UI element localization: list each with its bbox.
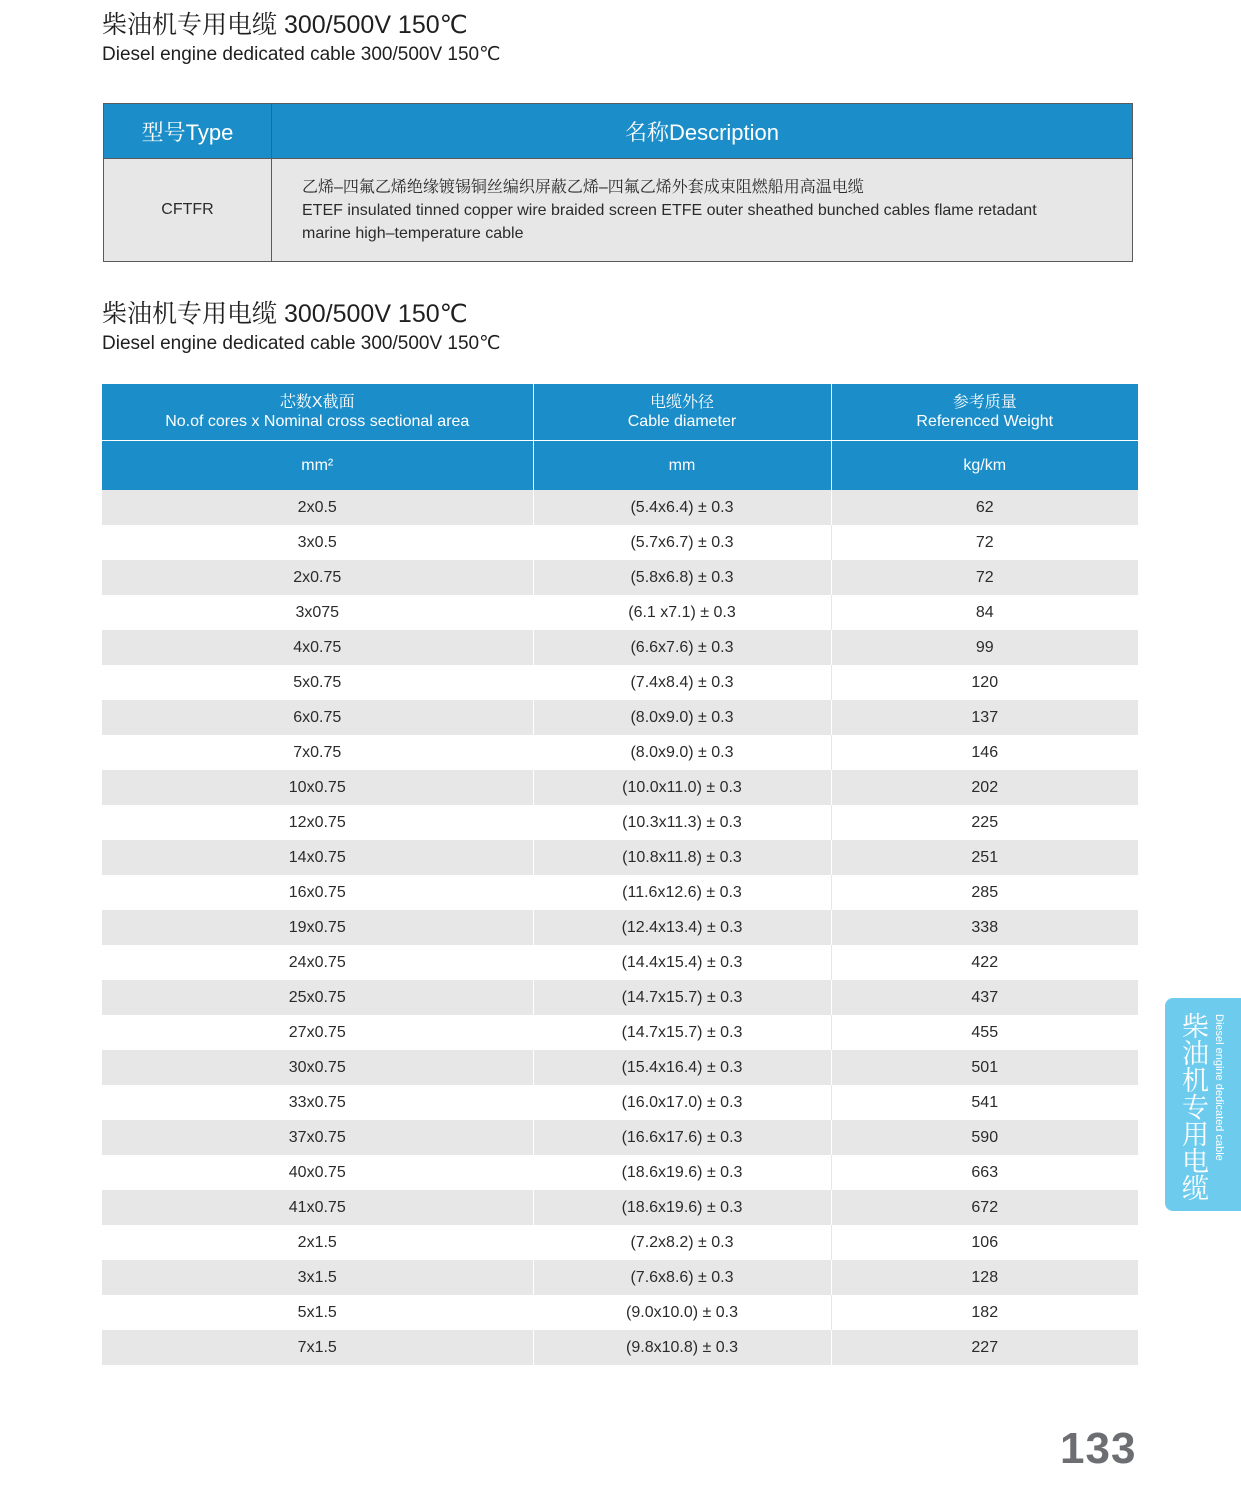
type-column-header: 型号Type [104,104,272,159]
diameter-cell: (14.7x15.7) ± 0.3 [533,1015,831,1050]
table-row [102,1330,1138,1365]
diameter-cell: (5.4x6.4) ± 0.3 [533,490,831,525]
cores-column-header [102,384,533,441]
table-row [102,490,1138,525]
table-row [102,735,1138,770]
type-value: CFTFR [104,159,272,262]
section-title-en: Diesel engine dedicated cable 300/500V 150℃ [102,44,501,65]
diameter-cell: (8.0x9.0) ± 0.3 [533,700,831,735]
side-tab-cn: 柴油机专用电缆 [1178,1012,1208,1201]
section-title-cn: 柴油机专用电缆 300/500V 150℃ [102,300,468,328]
cores-cell: 30x0.75 [102,1050,533,1085]
cores-header-en: No.of cores x Nominal cross sectional area [165,413,470,430]
weight-cell: 225 [831,805,1138,840]
diameter-header-en: Cable diameter [627,413,737,430]
weight-cell: 541 [831,1085,1138,1120]
weight-cell: 285 [831,875,1138,910]
table-row [102,560,1138,595]
weight-cell: 422 [831,945,1138,980]
table-row [102,1050,1138,1085]
table-row [102,1155,1138,1190]
cores-cell: 2x0.5 [102,490,533,525]
cores-header-cn: 芯数X截面 [279,394,355,411]
weight-cell: 182 [831,1295,1138,1330]
table-row [102,595,1138,630]
cores-cell: 4x0.75 [102,630,533,665]
table-row [102,1295,1138,1330]
weight-cell: 84 [831,595,1138,630]
cores-cell: 14x0.75 [102,840,533,875]
weight-cell: 437 [831,980,1138,1015]
table-row [102,665,1138,700]
cores-cell: 2x0.75 [102,560,533,595]
weight-cell: 120 [831,665,1138,700]
table-row [102,1225,1138,1260]
cores-cell: 6x0.75 [102,700,533,735]
table-row [102,1260,1138,1295]
diameter-cell: (5.7x6.7) ± 0.3 [533,525,831,560]
cores-cell: 10x0.75 [102,770,533,805]
table-row [102,840,1138,875]
diameter-cell: (6.1 x7.1) ± 0.3 [533,595,831,630]
description-cn: 乙烯–四氟乙烯绝缘镀锡铜丝编织屏蔽乙烯–四氟乙烯外套成束阻燃船用高温电缆 [302,178,864,196]
table-row [102,630,1138,665]
diameter-header-cn: 电缆外径 [649,394,714,411]
cores-cell: 7x1.5 [102,1330,533,1365]
weight-cell: 62 [831,490,1138,525]
diameter-cell: (7.6x8.6) ± 0.3 [533,1260,831,1295]
diameter-cell: (16.6x17.6) ± 0.3 [533,1120,831,1155]
diameter-unit: mm [533,441,831,491]
diameter-cell: (8.0x9.0) ± 0.3 [533,735,831,770]
side-tab-en: Diesel engine dedicated cable [1213,1014,1225,1161]
diameter-cell: (18.6x19.6) ± 0.3 [533,1190,831,1225]
cores-cell: 7x0.75 [102,735,533,770]
weight-cell: 227 [831,1330,1138,1365]
diameter-cell: (7.4x8.4) ± 0.3 [533,665,831,700]
table-row [102,770,1138,805]
cores-cell: 19x0.75 [102,910,533,945]
diameter-cell: (9.0x10.0) ± 0.3 [533,1295,831,1330]
table-row [102,1015,1138,1050]
cores-cell: 25x0.75 [102,980,533,1015]
cores-cell: 37x0.75 [102,1120,533,1155]
table-row [102,805,1138,840]
cores-cell: 3x1.5 [102,1260,533,1295]
cores-cell: 2x1.5 [102,1225,533,1260]
diameter-cell: (6.6x7.6) ± 0.3 [533,630,831,665]
spec-table-body [102,490,1138,1365]
diameter-cell: (11.6x12.6) ± 0.3 [533,875,831,910]
table-row [102,1190,1138,1225]
weight-cell: 338 [831,910,1138,945]
diameter-cell: (12.4x13.4) ± 0.3 [533,910,831,945]
type-table [103,103,1133,262]
weight-cell: 146 [831,735,1138,770]
cores-cell: 40x0.75 [102,1155,533,1190]
section-title-en: Diesel engine dedicated cable 300/500V 150℃ [102,333,501,354]
section-heading-2 [102,299,500,356]
diameter-cell: (9.8x10.8) ± 0.3 [533,1330,831,1365]
section-title-cn: 柴油机专用电缆 300/500V 150℃ [102,11,468,39]
diameter-cell: (7.2x8.2) ± 0.3 [533,1225,831,1260]
cores-cell: 16x0.75 [102,875,533,910]
weight-unit: kg/km [831,441,1138,491]
weight-cell: 137 [831,700,1138,735]
diameter-cell: (5.8x6.8) ± 0.3 [533,560,831,595]
description-cell [272,159,1133,262]
weight-column-header [831,384,1138,441]
table-row [102,980,1138,1015]
cores-cell: 12x0.75 [102,805,533,840]
weight-cell: 202 [831,770,1138,805]
cores-cell: 5x0.75 [102,665,533,700]
weight-cell: 128 [831,1260,1138,1295]
diameter-column-header [533,384,831,441]
cores-cell: 33x0.75 [102,1085,533,1120]
weight-cell: 106 [831,1225,1138,1260]
diameter-cell: (14.4x15.4) ± 0.3 [533,945,831,980]
diameter-cell: (10.3x11.3) ± 0.3 [533,805,831,840]
side-tab [1165,998,1241,1211]
page-number: 133 [1060,1424,1137,1473]
weight-cell: 455 [831,1015,1138,1050]
weight-cell: 251 [831,840,1138,875]
cores-cell: 3x075 [102,595,533,630]
weight-cell: 72 [831,560,1138,595]
cores-cell: 27x0.75 [102,1015,533,1050]
description-en-line2: marine high–temperature cable [302,224,524,242]
table-row [102,525,1138,560]
weight-header-cn: 参考质量 [952,394,1017,411]
type-row [104,159,1133,262]
diameter-cell: (10.0x11.0) ± 0.3 [533,770,831,805]
weight-cell: 590 [831,1120,1138,1155]
diameter-cell: (10.8x11.8) ± 0.3 [533,840,831,875]
description-en-line1: ETEF insulated tinned copper wire braided screen ETFE outer sheathed bunched cables flame retadant [302,201,1037,219]
spec-table [102,384,1138,1365]
weight-cell: 99 [831,630,1138,665]
weight-cell: 672 [831,1190,1138,1225]
table-row [102,1085,1138,1120]
weight-cell: 501 [831,1050,1138,1085]
weight-header-en: Referenced Weight [916,413,1054,430]
section-heading-1 [102,10,500,67]
cores-cell: 3x0.5 [102,525,533,560]
cores-cell: 5x1.5 [102,1295,533,1330]
cores-cell: 41x0.75 [102,1190,533,1225]
diameter-cell: (14.7x15.7) ± 0.3 [533,980,831,1015]
weight-cell: 663 [831,1155,1138,1190]
table-row [102,1120,1138,1155]
diameter-cell: (18.6x19.6) ± 0.3 [533,1155,831,1190]
diameter-cell: (16.0x17.0) ± 0.3 [533,1085,831,1120]
table-row [102,910,1138,945]
table-row [102,875,1138,910]
cores-unit: mm² [102,441,533,491]
weight-cell: 72 [831,525,1138,560]
description-column-header: 名称Description [272,104,1133,159]
diameter-cell: (15.4x16.4) ± 0.3 [533,1050,831,1085]
table-row [102,700,1138,735]
table-row [102,945,1138,980]
cores-cell: 24x0.75 [102,945,533,980]
